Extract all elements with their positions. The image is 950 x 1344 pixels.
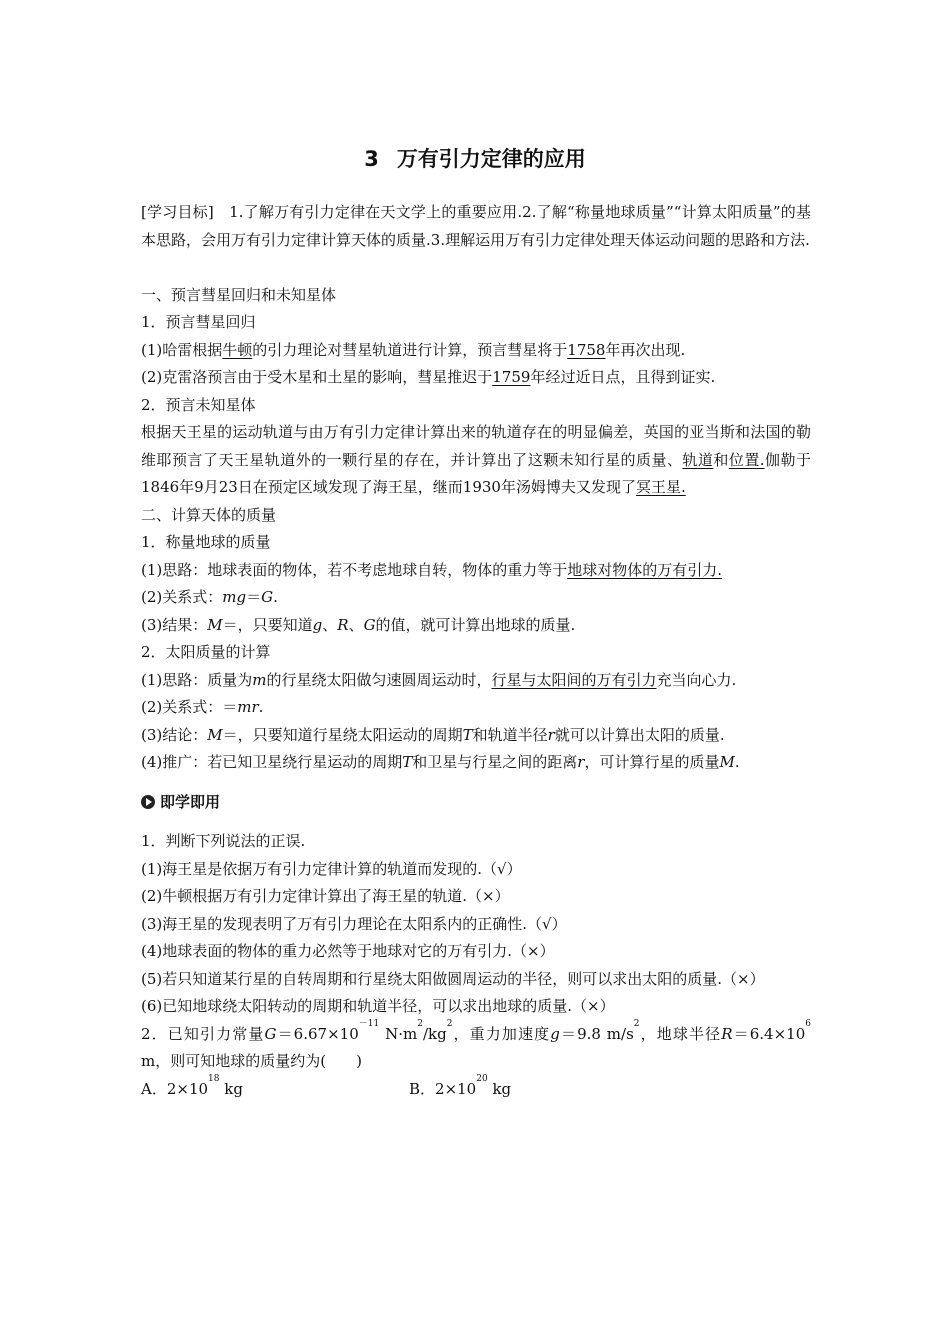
comet-line-2: (2)克雷洛预言由于受木星和土星的影响，彗星推迟于1759年经过近日点，且得到证实. [141,368,716,386]
option-b: B．$2\times 10^{20}$ kg [409,1073,512,1098]
statement-5: (5)若只知道某行星的自转周期和行星绕太阳做圆周运动的半径，则可以求出太阳的质量.（×） [141,969,765,988]
earth-mass-idea: (1)思路：地球表面的物体，若不考虑地球自转，物体的重力等于地球对物体的万有引力. [141,560,723,579]
play-circle-icon [141,795,155,809]
section1-sub1: 1．预言彗星回归 [141,313,256,331]
question-2: 2．已知引力常量$G=6.67\times 10^{-11}$ $N\cdot m^2/kg^2$，重力加速度g＝9.8 $m/s^2$，地球半径$R=6.4\times 10^6$ m，则可知地球的质量约为( ) [141,1018,811,1070]
section2-heading: 二、计算天体的质量 [141,505,277,524]
section2-sub1: 1．称量地球的质量 [141,533,271,551]
page-title [0,143,950,173]
objectives-tag: [学习目标] [141,203,214,221]
section1-heading: 一、预言彗星回归和未知星体 [141,285,337,304]
answer-options [141,1073,811,1104]
question-1: 1．判断下列说法的正误. [141,832,306,850]
sun-mass-relation: (2)关系式：＝mr. [141,698,264,716]
title-number: 3 [364,147,379,171]
sun-mass-idea: (1)思路：质量为m的行星绕太阳做匀速圆周运动时，行星与太阳间的万有引力充当向心力. [141,670,737,689]
neptune-paragraph: 根据天王星的运动轨道与由万有引力定律计算出来的轨道存在的明显偏差，英国的亚当斯和法国的勒维耶预言了天王星轨道外的一颗行星的存在，并计算出了这颗未知行星的质量、轨道和位置.伽勒于1846年9月23日在预定区域发现了海王星，继而1930年汤姆博夫又发现了冥王星. [141,423,811,496]
section1-sub2: 2．预言未知星体 [141,395,256,414]
document-body [141,199,811,1103]
earth-mass-relation: (2)关系式：mg＝G. [141,588,278,606]
title-text: 万有引力定律的应用 [396,147,586,171]
comet-line-1: (1)哈雷根据牛顿的引力理论对彗星轨道进行计算，预言彗星将于1758年再次出现. [141,340,686,359]
statement-4: (4)地球表面的物体的重力必然等于地球对它的万有引力.（×） [141,942,555,960]
statement-3: (3)海王星的发现表明了万有引力理论在太阳系内的正确性.（√） [141,914,567,933]
sun-mass-extension: (4)推广：若已知卫星绕行星运动的周期T和卫星与行星之间的距离r，可计算行星的质量M. [141,753,740,771]
statement-6: (6)已知地球绕太阳转动的周期和轨道半径，可以求出地球的质量.（×） [141,997,615,1015]
option-a: A．$2\times 10^{18}$ kg [141,1073,243,1098]
section2-sub2: 2．太阳质量的计算 [141,643,271,661]
learning-objectives [141,199,811,254]
sun-mass-conclusion: (3)结论：M＝，只要知道行星绕太阳运动的周期T和轨道半径r就可以计算出太阳的质量. [141,725,725,744]
statement-1: (1)海王星是依据万有引力定律计算的轨道而发现的.（√） [141,859,522,878]
objectives-text: 1.了解万有引力定律在天文学上的重要应用.2.了解“称量地球质量”“计算太阳质量”的基本思路，会用万有引力定律计算天体的质量.3.理解运用万有引力定律处理天体运动问题的思路和方法. [141,203,811,249]
practice-heading: 即学即用 [141,789,811,817]
statement-2: (2)牛顿根据万有引力定律计算出了海王星的轨道.（×） [141,887,510,905]
earth-mass-result: (3)结果：M＝，只要知道g、R、G的值，就可计算出地球的质量. [141,615,576,634]
